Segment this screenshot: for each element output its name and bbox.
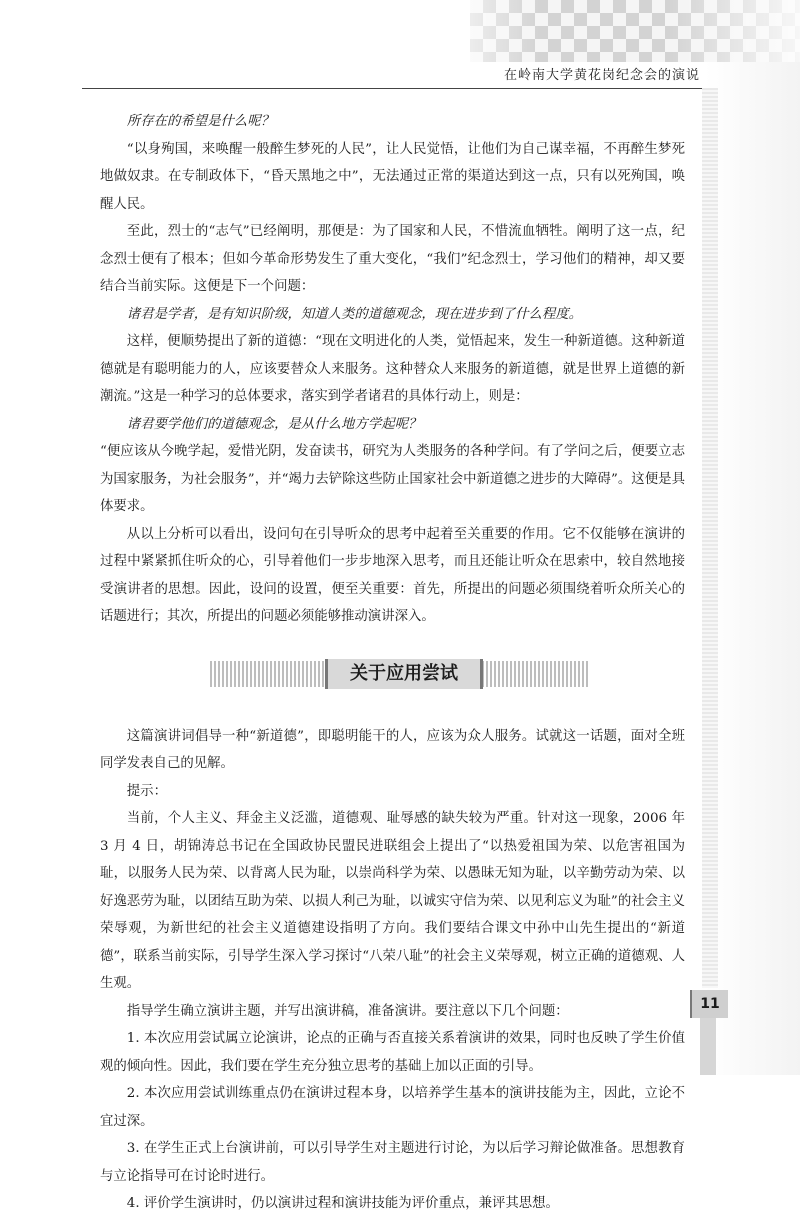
paragraph: 当前，个人主义、拜金主义泛滥，道德观、耻辱感的缺失较为严重。针对这一现象，2006 年 3 月 4 日，胡锦涛总书记在全国政协民盟民进联组会上提出了“以热爱祖国为荣、以危害祖国为耻，以服务人民为荣、以背离人民为耻，以崇尚科学为荣、以愚昧无知为耻，以辛勤劳动为荣、以好逸恶劳为耻，以团结互助为荣、以损人利己为耻，以诚实守信为荣、以见利忘义为耻”的社会主义荣辱观，为新世纪的社会主义道德建设指明了方向。我们要结合课文中孙中山先生提出的“新道德”，联系当前实际，引导学生深入学习探讨“八荣八耻”的社会主义荣辱观，树立正确的道德观、人生观。 [100, 811, 685, 991]
paragraph: 指导学生确立演讲主题，并写出演讲稿，准备演讲。要注意以下几个问题： [126, 1003, 569, 1019]
paragraph: 诸君是学者，是有知识阶级，知道人类的道德观念，现在进步到了什么程度。 [126, 306, 583, 322]
page-content [100, 108, 685, 1218]
section-heading [100, 655, 685, 693]
running-header-title: 在岭南大学黄花岗纪念会的演说 [503, 68, 700, 83]
paragraph: 所存在的希望是什么呢？ [126, 114, 275, 129]
paragraph: 这样，便顺势提出了新的道德：“现在文明进化的人类，觉悟起来，发生一种新道德。这种新道德就是有聪明能力的人，应该要替众人来服务。这种替众人来服务的新道德，就是世界上道德的新潮流。”这是一种学习的总体要求，落实到学者诸君的具体行动上，则是： [100, 334, 685, 404]
header-pattern-fade [420, 0, 540, 62]
page-number-strip [700, 1018, 716, 1075]
paragraph: 3. 在学生正式上台演讲前，可以引导学生对主题进行讨论，为以后学习辩论做准备。思想教育与立论指导可在讨论时进行。 [100, 1141, 685, 1184]
header-rule [82, 88, 702, 89]
page-number: 11 [690, 990, 728, 1018]
paragraph: 2. 本次应用尝试训练重点仍在演讲过程本身，以培养学生基本的演讲技能为主，因此，立论不宜过深。 [100, 1086, 685, 1129]
paragraph: 这篇演讲词倡导一种“新道德”，即聪明能干的人，应该为众人服务。试就这一话题，面对全班同学发表自己的见解。 [100, 728, 685, 771]
paragraph: “便应该从今晚学起，爱惜光阴，发奋读书，研究为人类服务的各种学问。有了学问之后，便要立志为国家服务，为社会服务”，并“竭力去铲除这些防止国家社会中新道德之进步的大障碍”。这便是具体要求。 [100, 444, 685, 514]
paragraph: 从以上分析可以看出，设问句在引导听众的思考中起着至关重要的作用。它不仅能够在演讲的过程中紧紧抓住听众的心，引导着他们一步步地深入思考，而且还能让听众在思索中，较自然地接受演讲者的思想。因此，设问的设置，便至关重要：首先，所提出的问题必须围绕着听众所关心的话题进行；其次，所提出的问题必须能够推动演讲深入。 [100, 526, 685, 624]
paragraph: “以身殉国，来唤醒一般醉生梦死的人民”，让人民觉悟，让他们为自己谋幸福，不再醉生梦死地做奴隶。在专制政体下，“昏天黑地之中”，无法通过正常的渠道达到这一点，只有以死殉国，唤醒人民。 [100, 141, 685, 212]
paragraph: 提示： [126, 783, 167, 799]
paragraph: 诸君要学他们的道德观念，是从什么地方学起呢？ [126, 416, 422, 432]
bottom-paragraphs [100, 723, 685, 1218]
top-paragraphs [100, 108, 685, 631]
paragraph: 1. 本次应用尝试属立论演讲，论点的正确与否直接关系着演讲的效果，同时也反映了学生价值观的倾向性。因此，我们要在学生充分独立思考的基础上加以正面的引导。 [100, 1031, 685, 1074]
paragraph: 4. 评价学生演讲时，仍以演讲过程和演讲技能为评价重点，兼评其思想。 [126, 1196, 559, 1211]
section-title: 关于应用尝试 [325, 659, 483, 689]
paragraph: 至此，烈士的“志气”已经阐明，那便是：为了国家和人民，不惜流血牺牲。阐明了这一点，纪念烈士便有了根本；但如今革命形势发生了重大变化，“我们”纪念烈士，学习他们的精神，却又要结合当前实际。这便是下一个问题： [100, 224, 685, 294]
right-margin-shade [705, 0, 800, 1075]
right-decorative-band [702, 88, 718, 988]
